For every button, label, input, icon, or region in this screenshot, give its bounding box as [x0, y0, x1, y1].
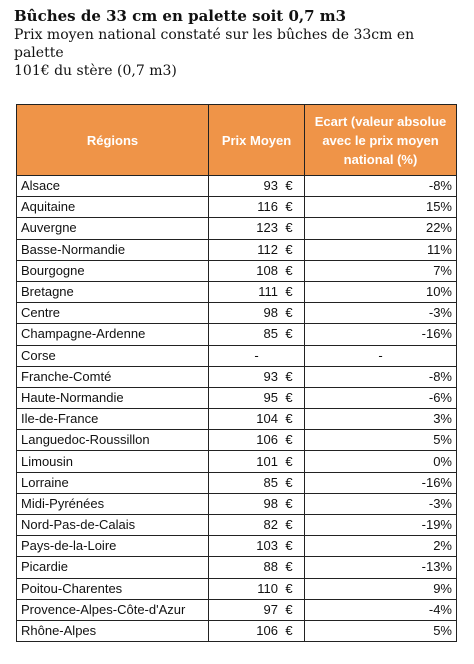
price-value: 101 [256, 453, 278, 469]
currency-symbol: € [285, 389, 293, 405]
region-cell: Lorraine [17, 472, 209, 493]
region-cell: Nord-Pas-de-Calais [17, 515, 209, 536]
table-row [17, 324, 457, 345]
currency-symbol: € [285, 199, 293, 215]
table-row [17, 281, 457, 302]
region-cell: Bretagne [17, 281, 209, 302]
ecart-cell: -3% [305, 303, 457, 324]
price-value: 93 [263, 178, 278, 194]
price-cell [209, 218, 305, 239]
ecart-cell: -6% [305, 387, 457, 408]
region-cell: Limousin [17, 451, 209, 472]
region-cell: Midi-Pyrénées [17, 493, 209, 514]
price-cell [209, 620, 305, 641]
price-value: 97 [263, 601, 278, 617]
price-value: 104 [256, 411, 278, 427]
ecart-cell: -19% [305, 515, 457, 536]
table-row [17, 387, 457, 408]
region-cell: Ile-de-France [17, 409, 209, 430]
table-row [17, 197, 457, 218]
ecart-cell: 5% [305, 620, 457, 641]
ecart-cell: -16% [305, 472, 457, 493]
ecart-cell: 9% [305, 578, 457, 599]
region-cell: Pays-de-la-Loire [17, 536, 209, 557]
currency-symbol: € [285, 623, 293, 639]
price-value: 110 [257, 580, 278, 596]
table-row [17, 515, 457, 536]
price-cell [209, 409, 305, 430]
price-cell [209, 430, 305, 451]
table-row [17, 493, 457, 514]
table-body [17, 176, 457, 642]
price-value: 88 [263, 559, 278, 575]
price-value: 108 [256, 262, 278, 278]
currency-symbol: € [285, 432, 293, 448]
subtitle-line-2: 101€ du stère (0,7 m3) [14, 63, 177, 79]
currency-symbol: € [285, 559, 293, 575]
price-cell: - [209, 345, 305, 366]
table-row [17, 620, 457, 641]
price-value: 85 [263, 326, 278, 342]
price-cell [209, 324, 305, 345]
ecart-cell: 5% [305, 430, 457, 451]
table-row [17, 345, 457, 366]
ecart-cell: 15% [305, 197, 457, 218]
price-value: 95 [263, 389, 278, 405]
price-cell [209, 599, 305, 620]
ecart-cell: 11% [305, 239, 457, 260]
region-cell: Provence-Alpes-Côte-d'Azur [17, 599, 209, 620]
table-header-row [17, 105, 457, 176]
page-title: Bûches de 33 cm en palette soit 0,7 m3 [14, 7, 347, 25]
region-cell: Picardie [17, 557, 209, 578]
price-cell [209, 451, 305, 472]
region-cell: Auvergne [17, 218, 209, 239]
table-row [17, 218, 457, 239]
ecart-cell: -3% [305, 493, 457, 514]
currency-symbol: € [285, 241, 293, 257]
currency-symbol: € [285, 411, 293, 427]
column-header-ecart: Ecart (valeur absolue avec le prix moyen national (%) [305, 105, 457, 176]
region-cell: Corse [17, 345, 209, 366]
price-cell [209, 303, 305, 324]
table-row [17, 260, 457, 281]
ecart-cell: -4% [305, 599, 457, 620]
currency-symbol: € [285, 178, 293, 194]
table-row [17, 176, 457, 197]
price-value: 85 [263, 474, 278, 490]
currency-symbol: € [285, 580, 293, 596]
price-table [16, 104, 457, 642]
column-header-prix-moyen: Prix Moyen [209, 105, 305, 176]
price-cell [209, 536, 305, 557]
heading-block [14, 6, 464, 80]
table-row [17, 557, 457, 578]
table-row [17, 366, 457, 387]
ecart-cell: -8% [305, 366, 457, 387]
table-row [17, 578, 457, 599]
region-cell: Champagne-Ardenne [17, 324, 209, 345]
currency-symbol: € [285, 262, 293, 278]
price-value: 93 [263, 368, 278, 384]
price-cell [209, 260, 305, 281]
ecart-cell: 3% [305, 409, 457, 430]
price-value: 112 [257, 241, 278, 257]
price-value: 82 [263, 517, 278, 533]
currency-symbol: € [285, 517, 293, 533]
region-cell: Rhône-Alpes [17, 620, 209, 641]
price-cell [209, 515, 305, 536]
region-cell: Alsace [17, 176, 209, 197]
region-cell: Bourgogne [17, 260, 209, 281]
currency-symbol: € [285, 601, 293, 617]
table-row [17, 599, 457, 620]
ecart-cell: 22% [305, 218, 457, 239]
subtitle-line-1: Prix moyen national constaté sur les bûches de 33cm en palette [14, 27, 415, 61]
currency-symbol: € [285, 368, 293, 384]
price-value: 98 [263, 305, 278, 321]
currency-symbol: € [285, 326, 293, 342]
price-cell [209, 197, 305, 218]
region-cell: Languedoc-Roussillon [17, 430, 209, 451]
ecart-cell: 2% [305, 536, 457, 557]
region-cell: Centre [17, 303, 209, 324]
currency-symbol: € [285, 305, 293, 321]
price-cell [209, 366, 305, 387]
price-value: 111 [258, 284, 278, 300]
table-row [17, 430, 457, 451]
ecart-cell: 7% [305, 260, 457, 281]
ecart-cell: 10% [305, 281, 457, 302]
price-value: 106 [256, 623, 278, 639]
column-header-regions: Régions [17, 105, 209, 176]
ecart-cell: 0% [305, 451, 457, 472]
price-value: 123 [256, 220, 278, 236]
currency-symbol: € [285, 538, 293, 554]
currency-symbol: € [285, 284, 293, 300]
currency-symbol: € [285, 495, 293, 511]
ecart-cell: -16% [305, 324, 457, 345]
currency-symbol: € [285, 453, 293, 469]
table-row [17, 536, 457, 557]
table-row [17, 472, 457, 493]
price-cell [209, 493, 305, 514]
region-cell: Haute-Normandie [17, 387, 209, 408]
table-row [17, 303, 457, 324]
region-cell: Poitou-Charentes [17, 578, 209, 599]
ecart-cell: - [305, 345, 457, 366]
price-cell [209, 472, 305, 493]
price-value: 106 [256, 432, 278, 448]
price-value: 103 [256, 538, 278, 554]
table-row [17, 451, 457, 472]
table-row [17, 239, 457, 260]
price-cell [209, 176, 305, 197]
region-cell: Aquitaine [17, 197, 209, 218]
price-cell [209, 557, 305, 578]
region-cell: Basse-Normandie [17, 239, 209, 260]
region-cell: Franche-Comté [17, 366, 209, 387]
ecart-cell: -13% [305, 557, 457, 578]
ecart-cell: -8% [305, 176, 457, 197]
price-cell [209, 578, 305, 599]
currency-symbol: € [285, 474, 293, 490]
price-value: 98 [263, 495, 278, 511]
price-value: 116 [257, 199, 278, 215]
currency-symbol: € [285, 220, 293, 236]
price-cell [209, 281, 305, 302]
price-cell [209, 239, 305, 260]
table-row [17, 409, 457, 430]
price-cell [209, 387, 305, 408]
